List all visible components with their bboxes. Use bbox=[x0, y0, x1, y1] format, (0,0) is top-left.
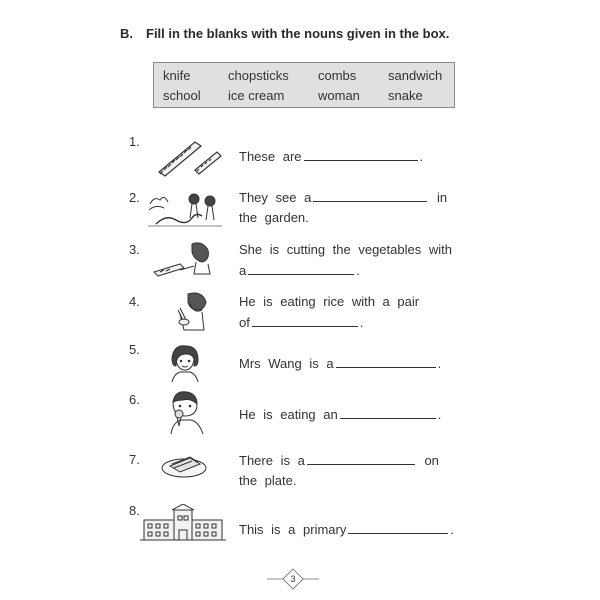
question-line bbox=[239, 190, 447, 205]
question-number: 1. bbox=[129, 134, 140, 149]
answer-blank[interactable] bbox=[304, 149, 418, 161]
woman-icon bbox=[168, 344, 202, 384]
question-line bbox=[239, 242, 452, 257]
girl-cutting-icon bbox=[150, 238, 212, 280]
section-letter: B. bbox=[120, 26, 133, 41]
question-number: 5. bbox=[129, 342, 140, 357]
question-text-end: . bbox=[359, 315, 364, 330]
question-text-end: . bbox=[356, 263, 360, 278]
question-number: 3. bbox=[129, 242, 140, 257]
question-number: 4. bbox=[129, 294, 140, 309]
question-text: These are bbox=[239, 149, 302, 164]
answer-blank[interactable] bbox=[313, 190, 427, 202]
question-line bbox=[239, 263, 360, 278]
word-box-item: combs bbox=[318, 68, 357, 83]
answer-blank[interactable] bbox=[252, 315, 358, 327]
children-snake-icon bbox=[146, 190, 224, 228]
school-building-icon bbox=[138, 504, 228, 544]
question-text-end: . bbox=[437, 407, 442, 422]
word-box-item: woman bbox=[318, 88, 360, 103]
question-text: She is cutting the vegetables with bbox=[239, 242, 452, 257]
section-heading bbox=[120, 26, 449, 41]
question-text: Mrs Wang is a bbox=[239, 356, 334, 371]
question-line bbox=[239, 407, 441, 422]
question-text: of bbox=[239, 315, 250, 330]
question-line bbox=[239, 522, 454, 537]
answer-blank[interactable] bbox=[336, 356, 436, 368]
section-instruction: Fill in the blanks with the nouns given in the box. bbox=[146, 26, 450, 41]
question-text-end: . bbox=[450, 522, 454, 537]
question-number: 8. bbox=[129, 503, 140, 518]
question-text: a bbox=[239, 263, 247, 278]
question-line bbox=[239, 210, 309, 225]
answer-blank[interactable] bbox=[307, 453, 415, 465]
question-line bbox=[239, 453, 439, 468]
question-text: They see a bbox=[239, 190, 312, 205]
word-box-item: knife bbox=[163, 68, 191, 83]
word-box-item: sandwich bbox=[388, 68, 443, 83]
question-text: He is eating rice with a pair bbox=[239, 294, 420, 309]
question-text-end: in bbox=[436, 190, 448, 205]
question-text: the garden. bbox=[239, 210, 309, 225]
question-text: He is eating an bbox=[239, 407, 338, 422]
question-line bbox=[239, 315, 363, 330]
answer-blank[interactable] bbox=[348, 522, 448, 534]
page-number-ornament bbox=[265, 568, 321, 590]
word-box-item: chopsticks bbox=[228, 68, 289, 83]
question-number: 7. bbox=[129, 452, 140, 467]
word-box bbox=[153, 62, 455, 108]
question-line bbox=[239, 294, 419, 309]
question-line bbox=[239, 356, 441, 371]
question-line bbox=[239, 473, 297, 488]
question-text-end: on bbox=[424, 453, 439, 468]
question-text: the plate. bbox=[239, 473, 297, 488]
question-text: There is a bbox=[239, 453, 305, 468]
question-text: This is a primary bbox=[239, 522, 347, 537]
answer-blank[interactable] bbox=[248, 263, 354, 275]
boy-chopsticks-icon bbox=[170, 290, 212, 334]
combs-icon bbox=[155, 136, 225, 181]
question-text-end: . bbox=[419, 149, 424, 164]
word-box-item: ice cream bbox=[228, 88, 285, 103]
boy-ice-cream-icon bbox=[165, 390, 209, 436]
page-number: 3 bbox=[290, 574, 296, 584]
answer-blank[interactable] bbox=[340, 407, 436, 419]
question-number: 2. bbox=[129, 190, 140, 205]
question-line bbox=[239, 149, 423, 164]
question-text-end: . bbox=[437, 356, 442, 371]
word-box-item: snake bbox=[388, 88, 423, 103]
question-number: 6. bbox=[129, 392, 140, 407]
word-box-item: school bbox=[163, 88, 201, 103]
sandwich-plate-icon bbox=[160, 452, 208, 480]
